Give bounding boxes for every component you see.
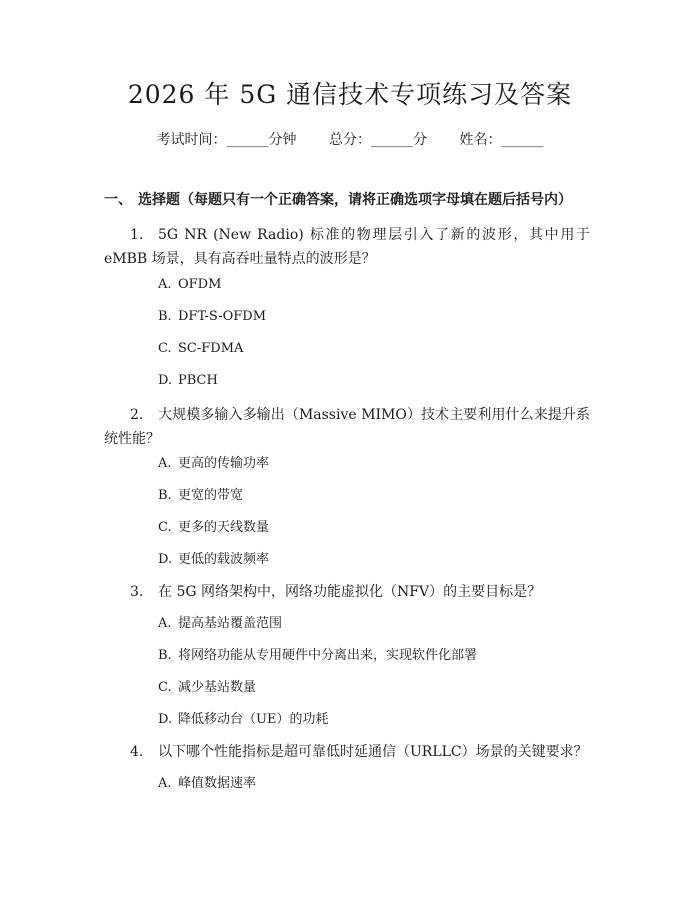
question-4 xyxy=(104,740,590,764)
option-text: DFT-S-OFDM xyxy=(178,309,267,324)
question-1-option-a xyxy=(158,275,221,295)
option-text: 将网络功能从专用硬件中分离出来，实现软件化部署 xyxy=(178,648,478,663)
option-text: PBCH xyxy=(178,373,218,388)
page-title: 2026 年 5G 通信技术专项练习及答案 xyxy=(127,80,573,109)
question-3-option-a xyxy=(158,614,282,634)
option-letter: C. xyxy=(158,341,172,356)
option-letter: D. xyxy=(158,712,173,727)
option-text: 更低的载波频率 xyxy=(178,552,270,567)
total-score-field: 总分：______分 xyxy=(329,132,427,148)
option-text: 提高基站覆盖范围 xyxy=(178,616,283,631)
student-name-field: 姓名：______ xyxy=(459,132,544,148)
option-text: 更多的天线数量 xyxy=(178,520,270,535)
option-text: 更高的传输功率 xyxy=(178,456,270,471)
option-letter: C. xyxy=(158,680,172,695)
question-3-option-c xyxy=(158,678,256,698)
option-letter: D. xyxy=(158,552,173,567)
option-letter: C. xyxy=(158,520,172,535)
question-4-option-a xyxy=(158,774,256,794)
exam-time-field: 考试时间：______分钟 xyxy=(156,132,297,148)
option-letter: A. xyxy=(158,776,172,791)
section-number: 一、 xyxy=(104,192,132,208)
option-letter: A. xyxy=(158,616,172,631)
question-number: 3. xyxy=(130,584,144,600)
question-1-option-c xyxy=(158,339,243,359)
question-2 xyxy=(104,403,590,451)
option-letter: B. xyxy=(158,488,172,503)
question-2-option-c xyxy=(158,518,269,538)
question-text: 以下哪个性能指标是超可靠低时延通信（URLLC）场景的关键要求？ xyxy=(158,744,588,760)
option-letter: B. xyxy=(158,309,172,324)
question-text: 大规模多输入多输出（Massive MIMO）技术主要利用什么来提升系统性能？ xyxy=(104,407,590,447)
question-1 xyxy=(104,223,590,271)
question-2-option-d xyxy=(158,550,269,570)
question-3-option-b xyxy=(158,646,477,666)
section-title: 选择题（每题只有一个正确答案，请将正确选项字母填在题后括号内） xyxy=(138,192,572,208)
question-1-option-d xyxy=(158,371,218,391)
question-3 xyxy=(104,580,590,604)
question-number: 2. xyxy=(130,407,144,423)
option-letter: A. xyxy=(158,277,172,292)
question-number: 1. xyxy=(130,227,144,243)
question-2-option-b xyxy=(158,486,243,506)
option-text: OFDM xyxy=(178,277,222,292)
option-letter: D. xyxy=(158,373,173,388)
option-text: 峰值数据速率 xyxy=(178,776,257,791)
option-text: 减少基站数量 xyxy=(178,680,257,695)
section-heading xyxy=(104,190,572,210)
option-letter: A. xyxy=(158,456,172,471)
option-letter: B. xyxy=(158,648,172,663)
exam-info xyxy=(0,130,700,150)
question-2-option-a xyxy=(158,454,269,474)
option-text: 更宽的带宽 xyxy=(178,488,244,503)
option-text: 降低移动台（UE）的功耗 xyxy=(178,712,329,727)
question-text: 5G NR (New Radio) 标准的物理层引入了新的波形，其中用于 eMBB 场景，具有高吞吐量特点的波形是？ xyxy=(104,227,590,267)
question-3-option-d xyxy=(158,710,328,730)
question-text: 在 5G 网络架构中，网络功能虚拟化（NFV）的主要目标是？ xyxy=(158,584,542,600)
option-text: SC-FDMA xyxy=(178,341,244,356)
question-1-option-b xyxy=(158,307,266,327)
question-number: 4. xyxy=(130,744,144,760)
